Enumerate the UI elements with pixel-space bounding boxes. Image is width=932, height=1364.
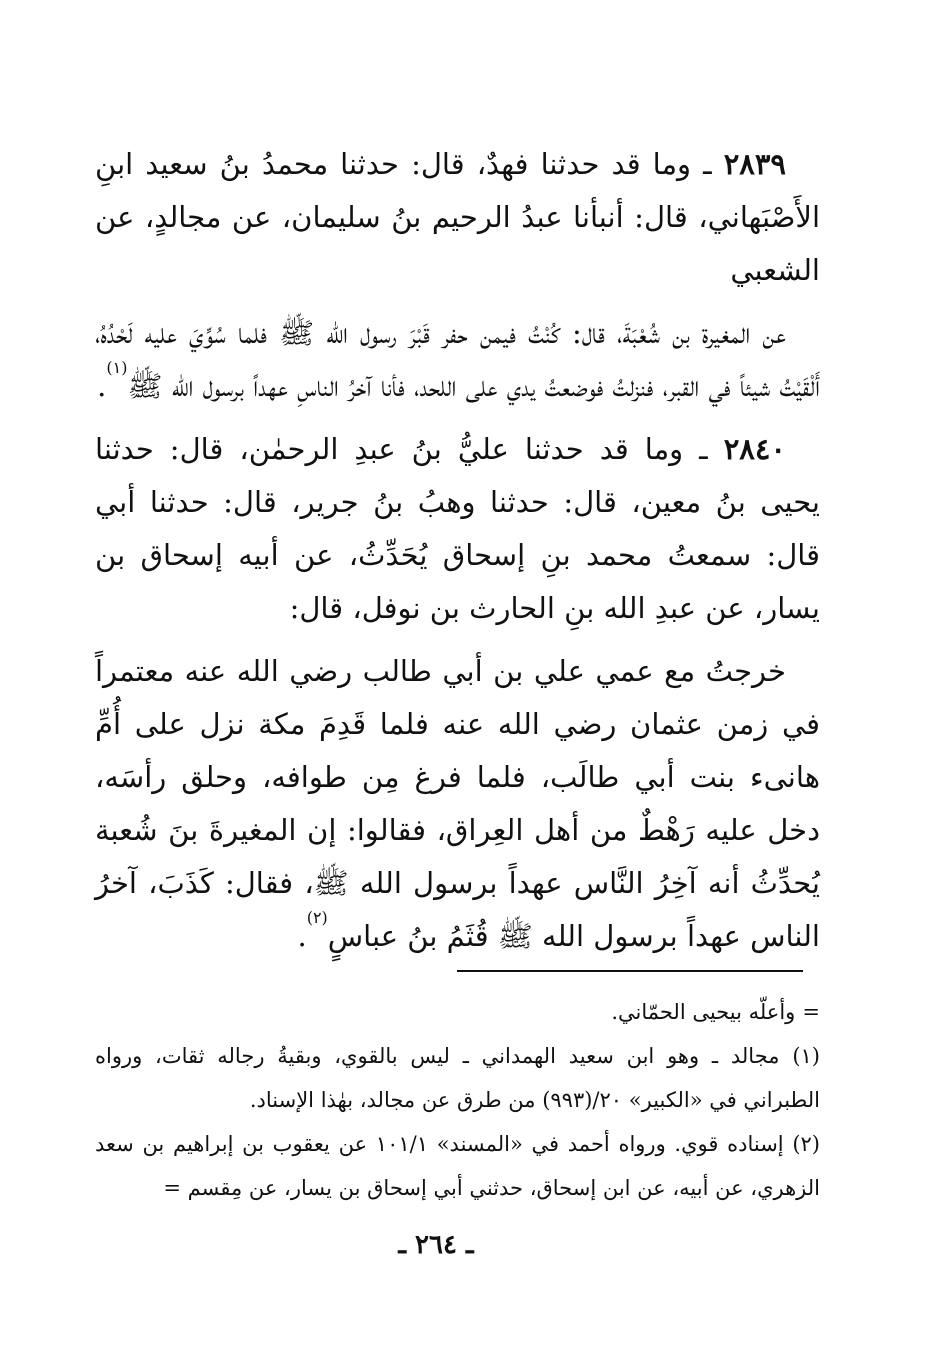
hadith-matn-text: خرجتُ مع عمي علي بن أبي طالب رضي الله عنه معتمراً في زمن عثمان رضي الله عنه فلما قَدِمَ مكة نزل على أُمِّ هانىء بنت أبي طالَب، فلما فرغ مِن طوافه، وحلق رأسَه، دخل عليه رَهْطٌ من أهل العِراق، فقالوا: إن المغيرةَ بنَ شُعبة يُحدِّثُ أنه آخِرُ النَّاس عهداً برسول الله ﷺ، فقال: كَذَبَ، آخرُ الناس عهداً برسول الله ﷺ قُثَمُ بنُ عباسٍ	[95, 654, 820, 953]
hadith-number: ٢٨٣٩	[723, 147, 787, 181]
footnotes-section	[95, 990, 820, 1210]
footnote-2	[95, 1122, 820, 1210]
footnote-continuation-text: وأعلّه بيحيى الحمّاني.	[611, 1000, 796, 1024]
hadith-isnad-text: ـ وما قد حدثنا فهدٌ، قال: حدثنا محمدُ بنُ سعيد ابنِ الأَصْبَهاني، قال: أنبأنا عبدُ الرحيم بنُ سليمان، عن مجالدٍ، عن الشعبي	[95, 147, 820, 287]
sentence-end: .	[97, 369, 107, 403]
page-number: ـ ٢٦٤ ـ	[398, 1230, 474, 1260]
footnote-1	[95, 1034, 820, 1122]
hadith-2840-isnad	[95, 423, 820, 635]
footnote-reference[interactable]: (٢)	[306, 908, 328, 927]
footnote-continuation	[95, 990, 820, 1034]
hadith-number: ٢٨٤٠	[723, 432, 786, 466]
hadith-2840-matn	[95, 645, 820, 963]
main-text-body	[95, 138, 820, 963]
hadith-matn-text: عن المغيرة بن شُعْبَةَ، قال: كُنْتُ فيمن حفر قَبْرَ رسول الله ﷺ فلما سُوِّيَ عليه لَحْدُهُ، أَلْقَيْتُ شيئاً في القبر، فنزلتُ فوضعتُ يدي على اللحد، فأنا آخرُ الناسِ عهداً برسول الله ﷺ	[95, 316, 820, 403]
hadith-2839-matn	[95, 307, 820, 413]
footnote-reference[interactable]: (١)	[106, 358, 128, 377]
continues-mark: =	[163, 1176, 181, 1200]
hadith-2839-isnad	[95, 138, 820, 297]
footnote-separator	[457, 970, 803, 972]
continuation-mark: =	[802, 1000, 820, 1024]
footnote-text: (١) مجالد ـ وهو ابن سعيد الهمداني ـ ليس بالقوي، وبقيةُ رجاله ثقات، ورواه الطبراني في «الكبير» ٢٠/(٩٩٣) من طرق عن مجالد، بهٰذا الإسناد.	[95, 1044, 820, 1112]
footnote-text: (٢) إسناده قوي. ورواه أحمد في «المسند» ١٠١/١ عن يعقوب بن إبراهيم بن سعد الزهري، عن أبيه، عن ابن إسحاق، حدثني أبي إسحاق بن يسار، عن مِقسم	[95, 1132, 820, 1200]
sentence-end: .	[297, 919, 307, 953]
hadith-isnad-text: ـ وما قد حدثنا عليُّ بنُ عبدِ الرحمٰن، قال: حدثنا يحيى بنُ معين، قال: حدثنا وهبُ بنُ جرير، قال: حدثنا أبي قال: سمعتُ محمد بنِ إسحاق يُحَدِّثُ، عن أبيه إسحاق بن يسار، عن عبدِ الله بنِ الحارث بن نوفل، قال:	[95, 432, 820, 625]
